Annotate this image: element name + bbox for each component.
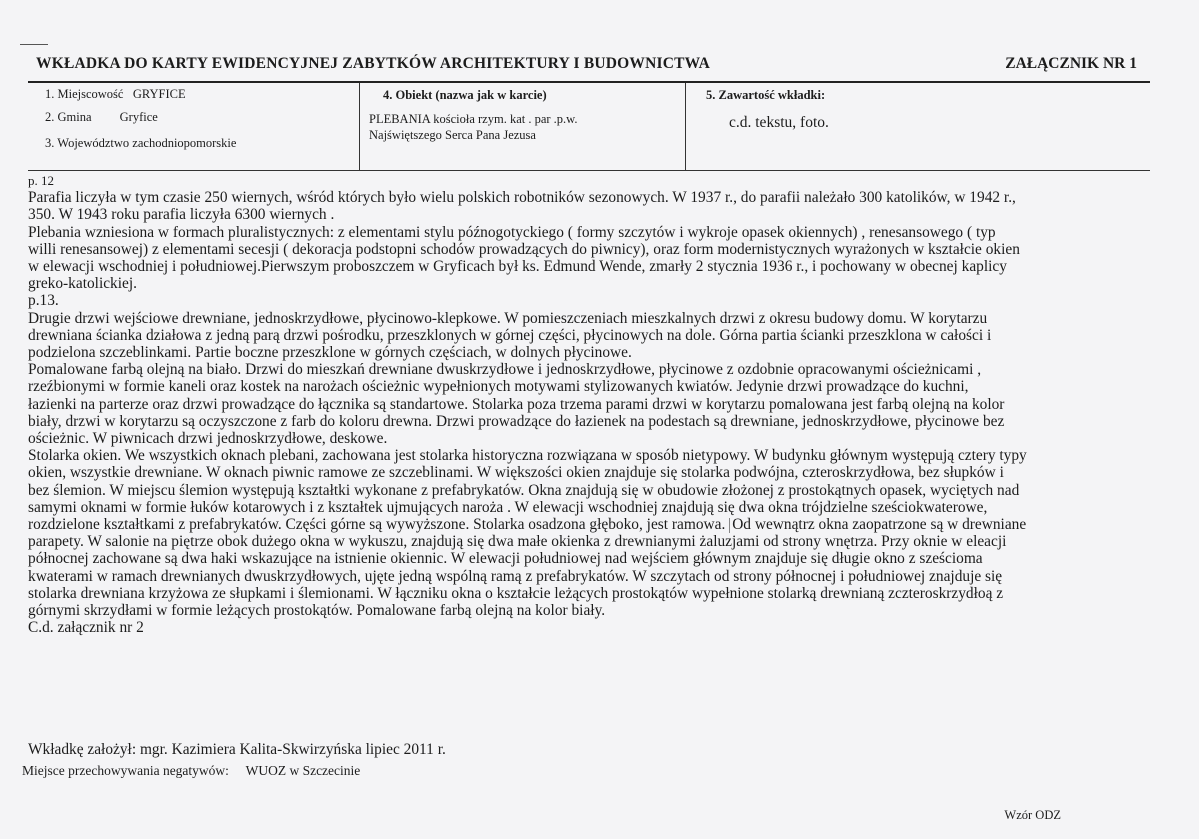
body-line: górnymi skrzydłami w formie leżących prostokątów. Pomalowane farbą olejną na kolor biały. <box>28 602 606 620</box>
negatives-label: Miejsce przechowywania negatywów: <box>22 763 229 778</box>
author-line: Wkładkę założył: mgr. Kazimiera Kalita-Skwirzyńska lipiec 2011 r. <box>28 741 446 758</box>
voivodeship-row <box>45 136 236 151</box>
contents-label: 5. Zawartość wkładki: <box>706 88 826 102</box>
body-line: greko-katolickiej. <box>28 275 137 293</box>
body-line-head: rozdzielone kształtkami z prefabrykatów. Części górne są wywyższone. Stolarka osadzona głęboko, jest ramowa. <box>28 516 726 534</box>
negatives-value: WUOZ w Szczecinie <box>245 763 361 778</box>
place-value: GRYFICE <box>132 87 186 101</box>
body-line: bez ślemion. W miejscu ślemion występują kształtki wykonane z prefabrykatów. Okna znajdują się w obudowie złożonej z prostokątnych opasek, wyciętych nad <box>28 481 1020 499</box>
body-line: willi renesansowej) z elementami secesji ( dekoracja podstopni schodów prowadzących do piwnicy), oraz form modernistycznych wyrażonych w kształcie okien <box>28 240 1020 258</box>
object-name-line2: Najświętszego Serca Pana Jezusa <box>369 128 536 142</box>
body-line: parapety. W salonie na piętrze obok dużego okna w wykuszu, znajdują się dwa małe okienka z drewnianymi żaluzjami od strony wnętrza. Przy oknie w eleacji <box>28 533 1007 551</box>
location-cell <box>28 83 359 170</box>
top-margin-mark <box>20 44 48 45</box>
annex-number: ZAŁĄCZNIK NR 1 <box>1005 55 1137 72</box>
template-mark: Wzór ODZ <box>1004 808 1061 822</box>
body-line: 350. W 1943 roku parafia liczyła 6300 wiernych . <box>28 206 335 224</box>
text-cursor <box>729 518 730 533</box>
page-ref-12: p. 12 <box>28 173 54 188</box>
body-line: ościeżnic. W piwnicach drzwi jednoskrzydłowe, deskowe. <box>28 430 388 448</box>
body-line-with-cursor <box>28 516 1150 533</box>
body-line: Pomalowane farbą olejną na biało. Drzwi do mieszkań drewniane dwuskrzydłowe i jednoskrzydłowe, płycinowe z ozdobnie opracowanymi ościeżnicami , <box>28 361 982 379</box>
contents-value: c.d. tekstu, foto. <box>729 114 829 131</box>
body-line: biały, drzwi w korytarzu są oczyszczone z farb do koloru drewna. Drzwi prowadzące do łazienek na podestach są drewniane, jednoskrzydłowe, płycinowe bez <box>28 412 1005 430</box>
body-line: łazienki na parterze oraz drzwi prowadzące do łącznika są standartowe. Stolarka poza trzema parami drzwi w korytarzu pomalowana jest farbą olejną na kolor <box>28 395 1005 413</box>
body-line: Stolarka okien. We wszystkich oknach plebani, zachowana jest stolarka historyczna rozwiązana w sposób nietypowy. W budynku głównym występują cztery typy <box>28 447 1027 465</box>
body-line: Drugie drzwi wejściowe drewniane, jednoskrzydłowe, płycinowo-klepkowe. W pomieszczeniach mieszkalnych drzwi z okresu budowy domu. W korytarzu <box>28 309 988 327</box>
body-line: rzeźbionymi w formie kaneli oraz kostek na narożach ościeżnic wypełnionych motywami stylizowanych kwiatów. Jedynie drzwi prowadzące do kuchni, <box>28 378 969 396</box>
body-line: drewniana ścianka działowa z jedną parą drzwi pośrodku, przeszklonych w górnej części, płycinowych na dole. Górna partia ścianki przeszklona w całości i <box>28 326 992 344</box>
voivodeship-value: zachodniopomorskie <box>132 136 237 150</box>
document-title: WKŁADKA DO KARTY EWIDENCYJNEJ ZABYTKÓW ARCHITEKTURY I BUDOWNICTWA <box>36 55 711 72</box>
description-text <box>28 172 1150 636</box>
body-line: okien, wszystkie drewniane. W oknach piwnic ramowe ze szczeblinami. W większości okien znajduje się stolarka podwójna, czteroskrzydłowa, bez słupków i <box>28 464 1004 482</box>
object-name-line1: PLEBANIA kościoła rzym. kat . par .p.w. <box>369 112 578 126</box>
page-ref-13: p.13. <box>28 292 59 310</box>
body-line: północnej zachowane są dwa haki wskazujące na istnienie okiennic. W elewacji południowej nad wejściem głównym znajduje się długie okno z sześcioma <box>28 550 983 568</box>
body-line-tail: Od wewnątrz okna zaopatrzone są w drewniane <box>732 516 1027 534</box>
body-line: samymi oknami w formie łuków kotarowych i z kształtek ujmujących naroża . W elewacji wschodniej znajdują się dwa okna trójdzielne sześciokwaterowe, <box>28 498 988 516</box>
object-cell <box>359 83 685 170</box>
commune-value: Gryfice <box>119 110 158 124</box>
contents-cell <box>685 83 1150 170</box>
body-line: stolarka drewniana krzyżowa ze słupkami i ślemionami. W łączniku okna o kształcie leżących prostokątów wypełnione stolarką drewnianą zczteroskrzydłoą z <box>28 584 1004 602</box>
object-label: 4. Obiekt (nazwa jak w karcie) <box>383 88 547 102</box>
body-line: C.d. załącznik nr 2 <box>28 619 144 637</box>
body-line: podzielona szczeblinkami. Partie boczne przeszklone w górnych częściach, w dolnych płycinowe. <box>28 344 632 362</box>
commune-row <box>45 110 158 125</box>
commune-label: 2. Gmina <box>45 110 92 124</box>
voivodeship-label: 3. Województwo <box>45 136 130 150</box>
body-line: w elewacji wschodniej i południowej.Pierwszym proboszczem w Gryficach był ks. Edmund Wende, zmarły 2 stycznia 1936 r., i pochowany w obecnej kaplicy <box>28 258 1007 276</box>
negatives-location <box>22 763 360 779</box>
body-line: Plebania wzniesiona w formach pluralistycznych: z elementami stylu późnogotyckiego ( formy szczytów i wykroje opasek okiennych) , renesansowego ( typ <box>28 223 996 241</box>
form-header-table <box>28 83 1150 171</box>
body-line: Parafia liczyła w tym czasie 250 wiernych, wśród których było wielu polskich robotników sezonowych. W 1937 r., do parafii należało 300 katolików, w 1942 r., <box>28 189 1016 207</box>
place-row <box>45 87 186 102</box>
place-label: 1. Miejscowość <box>45 87 124 101</box>
body-line: kwaterami w ramach drewnianych dwuskrzydłowych, ujęte jedną wspólną ramą z prefabrykatów. W szczytach od strony północnej i południowej znajduje się <box>28 567 1003 585</box>
